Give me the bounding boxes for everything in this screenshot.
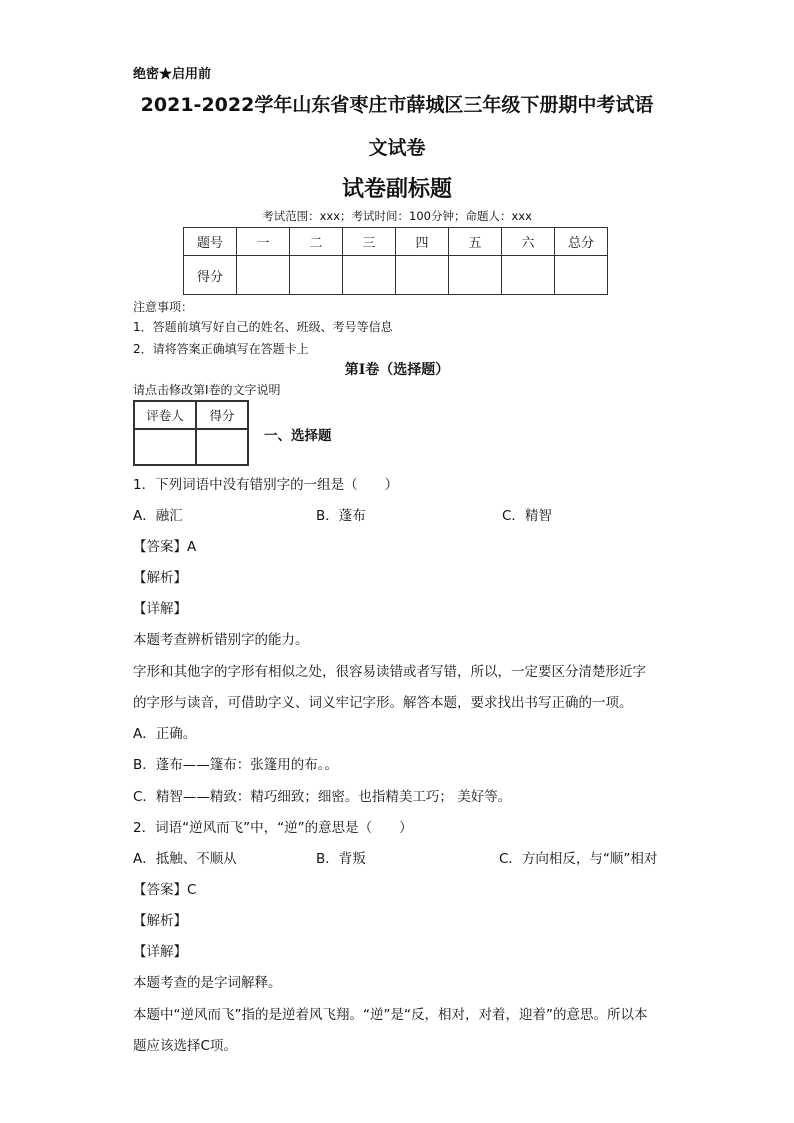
explanation-line: 本题考查辨析错别字的能力。 — [133, 632, 309, 648]
score-table — [183, 227, 608, 295]
question-option: B．蓬布 — [316, 508, 366, 524]
explanation-line: A．正确。 — [133, 726, 197, 742]
answer-label: 【答案】A — [133, 539, 197, 555]
score-header-cell: 三 — [343, 228, 396, 256]
analysis-label: 【解析】 — [133, 570, 187, 586]
section-title: 第I卷（选择题） — [344, 362, 450, 378]
score-table-header-row — [184, 228, 608, 256]
score-header-cell: 一 — [237, 228, 290, 256]
grader-cell — [134, 429, 196, 465]
score-header-cell: 六 — [502, 228, 555, 256]
note-item: 2．请将答案正确填写在答题卡上 — [133, 342, 309, 356]
score-cell — [343, 256, 396, 295]
explanation-line: 字形和其他字的字形有相似之处，很容易读错或者写错，所以，一定要区分清楚形近字 — [133, 664, 646, 680]
grader-body-row — [134, 429, 248, 465]
question-option: C．方向相反，与“顺”相对 — [499, 851, 658, 867]
explanation-line: C．精智——精致：精巧细致；细密。也指精美工巧； 美好等。 — [133, 789, 512, 805]
notes-title: 注意事项： — [133, 300, 194, 314]
explanation-line: 题应该选择C项。 — [133, 1038, 237, 1054]
score-header-cell: 二 — [290, 228, 343, 256]
analysis-label: 【解析】 — [133, 913, 187, 929]
question-option: C．精智 — [502, 508, 552, 524]
answer-label: 【答案】C — [133, 882, 197, 898]
confidential-label: 绝密★启用前 — [133, 67, 212, 82]
detail-label: 【详解】 — [133, 944, 187, 960]
grader-header-cell: 评卷人 — [134, 401, 196, 429]
score-header-cell: 总分 — [555, 228, 608, 256]
score-header-cell: 五 — [449, 228, 502, 256]
score-cell — [449, 256, 502, 295]
score-cell — [237, 256, 290, 295]
section-note: 请点击修改第I卷的文字说明 — [133, 383, 281, 397]
score-cell — [555, 256, 608, 295]
score-cell — [502, 256, 555, 295]
score-header-cell: 题号 — [184, 228, 237, 256]
exam-title-line-1: 2021-2022学年山东省枣庄市薛城区三年级下册期中考试语 — [140, 94, 654, 116]
part-title: 一、选择题 — [264, 428, 332, 444]
explanation-line: 本题中“逆风而飞”指的是逆着风飞翔。“逆”是“反，相对，对着，迎着”的意思。所以本 — [133, 1007, 648, 1023]
note-item: 1．答题前填写好自己的姓名、班级、考号等信息 — [133, 320, 393, 334]
grader-cell — [196, 429, 248, 465]
grader-header-cell: 得分 — [196, 401, 248, 429]
exam-subtitle: 试卷副标题 — [341, 177, 452, 202]
score-cell — [290, 256, 343, 295]
explanation-line: 的字形与读音，可借助字义、词义牢记字形。解答本题，要求找出书写正确的一项。 — [133, 695, 633, 711]
score-table-score-row — [184, 256, 608, 295]
explanation-line: B．蓬布——篷布：张篷用的布。。 — [133, 757, 339, 773]
question-option: A．抵触、不顺从 — [133, 851, 237, 867]
exam-title-line-2: 文试卷 — [368, 137, 426, 159]
score-cell — [396, 256, 449, 295]
question-stem: 2．词语“逆风而飞”中，“逆”的意思是（ ） — [133, 820, 413, 836]
grader-table — [133, 400, 249, 466]
question-stem: 1．下列词语中没有错别字的一组是（ ） — [133, 477, 399, 493]
score-header-cell: 四 — [396, 228, 449, 256]
detail-label: 【详解】 — [133, 601, 187, 617]
score-row-label: 得分 — [184, 256, 237, 295]
question-option: B．背叛 — [316, 851, 366, 867]
grader-header-row — [134, 401, 248, 429]
exam-info: 考试范围：xxx；考试时间：100分钟；命题人：xxx — [262, 209, 532, 223]
explanation-line: 本题考查的是字词解释。 — [133, 975, 282, 991]
question-option: A．融汇 — [133, 508, 183, 524]
